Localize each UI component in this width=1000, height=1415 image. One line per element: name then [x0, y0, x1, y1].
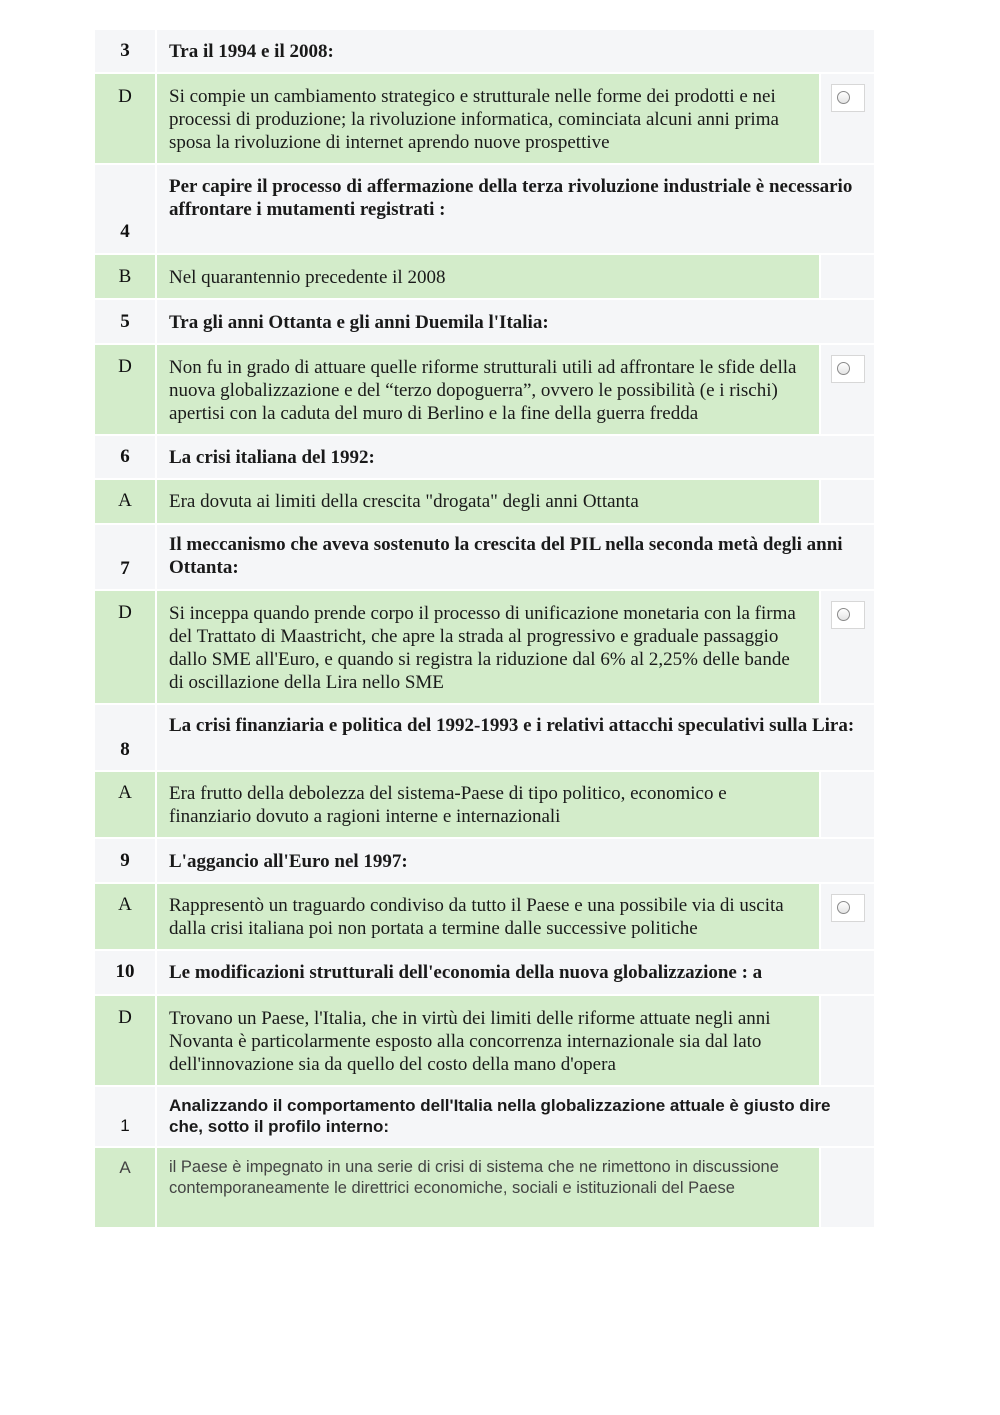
answer-radio[interactable] [831, 84, 865, 112]
answer-row [95, 480, 874, 525]
question-row [95, 165, 874, 255]
answer-text: il Paese è impegnato in una serie di crisi di sistema che ne rimettono in discussione contemporaneamente le direttrici economiche, sociali e istituzionali del Paese [169, 1158, 779, 1197]
answer-letter: A [95, 884, 157, 949]
question-number: 4 [95, 165, 157, 253]
question-row [95, 705, 874, 772]
question-number: 6 [95, 436, 157, 478]
answer-option-cell [819, 772, 874, 837]
answer-row [95, 996, 874, 1087]
answer-text: Nel quarantennio precedente il 2008 [169, 267, 446, 288]
question-number: 5 [95, 300, 157, 343]
question-row [95, 525, 874, 591]
answer-text: Si compie un cambiamento strategico e strutturale nelle forme dei prodotti e nei processi di produzione; la rivoluzione informatica, cominciata alcuni anni prima sposa la rivoluzione di internet aprendo nuove prospettive [169, 86, 779, 153]
question-text: Il meccanismo che aveva sostenuto la crescita del PIL nella seconda metà degli anni Ottanta: [169, 534, 843, 578]
question-text: Tra il 1994 e il 2008: [169, 41, 334, 62]
answer-letter: A [95, 772, 157, 837]
question-number: 10 [95, 951, 157, 994]
question-row [95, 436, 874, 480]
answer-letter: A [95, 1148, 157, 1227]
question-text: La crisi finanziaria e politica del 1992-1993 e i relativi attacchi speculativi sulla Lira: [169, 715, 855, 736]
answer-row [95, 772, 874, 839]
question-text: Tra gli anni Ottanta e gli anni Duemila l'Italia: [169, 312, 549, 333]
question-number: 8 [95, 705, 157, 770]
answer-radio[interactable] [831, 894, 865, 922]
question-number: 9 [95, 839, 157, 882]
answer-letter: D [95, 74, 157, 163]
question-text: Analizzando il comportamento dell'Italia nella globalizzazione attuale è giusto dire che, sotto il profilo interno: [169, 1096, 831, 1136]
answer-row [95, 255, 874, 300]
answer-option-cell [819, 591, 874, 703]
radio-circle-icon [837, 901, 850, 914]
answer-text: Rappresentò un traguardo condiviso da tutto il Paese e una possibile via di uscita dalla crisi italiana poi non portata a termine dalle successive politiche [169, 895, 784, 939]
answer-letter: D [95, 345, 157, 434]
answer-radio[interactable] [831, 355, 865, 383]
question-row [95, 951, 874, 996]
answer-option-cell [819, 345, 874, 434]
answer-option-cell [819, 1148, 874, 1227]
answer-option-cell [819, 255, 874, 298]
answer-text: Era frutto della debolezza del sistema-Paese di tipo politico, economico e finanziario dovuto a ragioni interne e internazionali [169, 783, 727, 827]
question-row [95, 839, 874, 884]
answer-row [95, 591, 874, 705]
question-text: Per capire il processo di affermazione della terza rivoluzione industriale è necessario affrontare i mutamenti registrati : [169, 176, 853, 220]
answer-text: Era dovuta ai limiti della crescita "drogata" degli anni Ottanta [169, 491, 639, 512]
answer-option-cell [819, 996, 874, 1085]
question-row [95, 30, 874, 74]
question-row [95, 300, 874, 345]
answer-radio[interactable] [831, 601, 865, 629]
answer-letter: B [95, 255, 157, 298]
answer-letter: D [95, 996, 157, 1085]
answer-text: Non fu in grado di attuare quelle riforme strutturali utili ad affrontare le sfide della nuova globalizzazione e del “terzo dopoguerra”, ovvero le possibilità (e i rischi) apertisi con la caduta del muro di Berlino e la fine della guerra fredda [169, 357, 797, 424]
question-text: L'aggancio all'Euro nel 1997: [169, 851, 408, 872]
question-number: 1 [95, 1087, 157, 1146]
answer-row [95, 74, 874, 165]
answer-option-cell [819, 74, 874, 163]
answer-row [95, 1148, 874, 1229]
radio-circle-icon [837, 91, 850, 104]
answer-text: Si inceppa quando prende corpo il processo di unificazione monetaria con la firma del Trattato di Maastricht, che apre la strada al progressivo e graduale passaggio dallo SME all'Euro, e quando si registra la riduzione dal 6% al 2,25% delle bande di oscillazione della Lira nello SME [169, 603, 796, 693]
answer-letter: A [95, 480, 157, 523]
question-number: 3 [95, 30, 157, 72]
answer-row [95, 345, 874, 436]
question-text: La crisi italiana del 1992: [169, 447, 375, 468]
radio-circle-icon [837, 362, 850, 375]
question-text: Le modificazioni strutturali dell'economia della nuova globalizzazione : a [169, 962, 763, 983]
quiz-table [95, 30, 874, 1229]
radio-circle-icon [837, 608, 850, 621]
answer-row [95, 884, 874, 951]
answer-option-cell [819, 884, 874, 949]
question-row [95, 1087, 874, 1148]
answer-text: Trovano un Paese, l'Italia, che in virtù dei limiti delle riforme attuate negli anni Novanta è particolarmente esposto alla concorrenza internazionale sia dal lato dell'innovazione sia da quello del costo della mano d'opera [169, 1008, 771, 1075]
answer-option-cell [819, 480, 874, 523]
question-number: 7 [95, 525, 157, 589]
answer-letter: D [95, 591, 157, 703]
